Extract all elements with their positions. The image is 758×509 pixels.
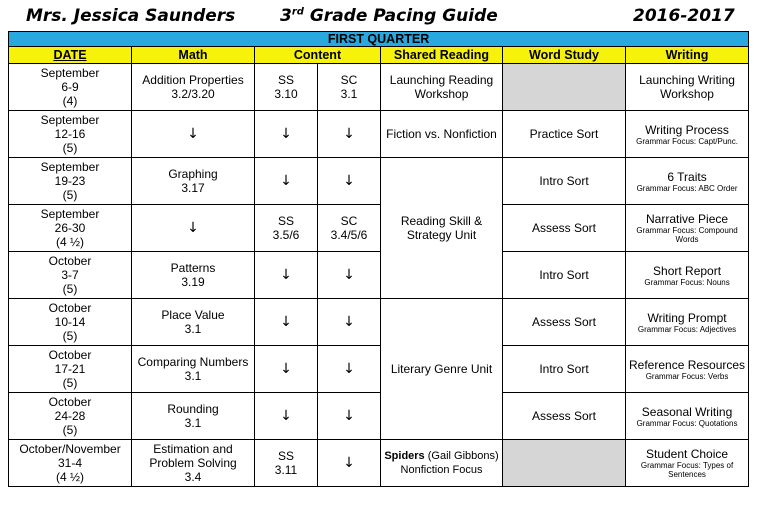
cell-text: 3.1 [184, 369, 202, 383]
cell-text: Intro Sort [539, 174, 589, 188]
writing-topic: Writing Process [645, 122, 729, 137]
cell-text: 3.10 [274, 87, 298, 101]
down-arrow-icon: ↓ [343, 173, 355, 189]
cell-text: October/November [19, 442, 121, 456]
word-study-cell [503, 346, 626, 393]
cell-text: October [48, 348, 92, 362]
sc-cell [318, 111, 381, 158]
cell-text: (5) [62, 423, 78, 437]
table-row [9, 111, 749, 158]
table-row [9, 346, 749, 393]
date-cell [9, 346, 132, 393]
sc-cell [318, 64, 381, 111]
grammar-focus: Grammar Focus: Adjectives [637, 324, 737, 334]
cell-text: (4 ½) [55, 470, 84, 484]
down-arrow-icon: ↓ [343, 361, 355, 377]
cell-text: Reading Skill & [400, 214, 483, 228]
cell-text: Workshop [414, 87, 469, 101]
table-row [9, 64, 749, 111]
header-writing: Writing [626, 47, 749, 64]
cell-text: October [48, 254, 92, 268]
down-arrow-icon: ↓ [280, 267, 292, 283]
header-content: Content [255, 47, 381, 64]
shared-reading-cell [381, 440, 503, 487]
grammar-focus: Grammar Focus: Nouns [644, 277, 730, 287]
grammar-focus: Grammar Focus: Verbs [645, 371, 729, 381]
quarter-heading: FIRST QUARTER [9, 32, 749, 47]
down-arrow-icon: ↓ [343, 267, 355, 283]
cell-text: Launching Reading [389, 73, 494, 87]
cell-text: 26-30 [54, 221, 86, 235]
cell-text: SC [340, 214, 358, 228]
table-row [9, 158, 749, 205]
math-cell [132, 393, 255, 440]
cell-text: Graphing [168, 167, 218, 181]
down-arrow-icon: ↓ [343, 314, 355, 330]
writing-cell [626, 393, 749, 440]
table-row [9, 299, 749, 346]
header-word-study: Word Study [503, 47, 626, 64]
cell-text: Assess Sort [531, 409, 597, 423]
math-cell [132, 158, 255, 205]
grammar-focus: Grammar Focus: Compound Words [636, 226, 738, 244]
date-cell [9, 111, 132, 158]
writing-topic: Reference Resources [629, 357, 746, 372]
table-row [9, 205, 749, 252]
word-study-cell [503, 252, 626, 299]
date-cell [9, 299, 132, 346]
ss-cell [255, 158, 318, 205]
cell-text: (5) [62, 282, 78, 296]
cell-text: 3.11 [274, 463, 298, 477]
book-author: (Gail Gibbons) [424, 450, 499, 462]
cell-text: October [48, 301, 92, 315]
cell-text: Literary Genre Unit [390, 362, 493, 376]
cell-text: 3.1 [184, 322, 202, 336]
cell-text: 6-9 [61, 80, 79, 94]
table-row [9, 440, 749, 487]
writing-cell [626, 299, 749, 346]
word-study-cell [503, 393, 626, 440]
writing-cell [626, 252, 749, 299]
header-math: Math [132, 47, 255, 64]
cell-text: Comparing Numbers [137, 355, 249, 369]
cell-text: Place Value [161, 308, 225, 322]
down-arrow-icon: ↓ [343, 408, 355, 424]
word-study-cell [503, 299, 626, 346]
cell-text: (5) [62, 188, 78, 202]
word-study-cell [503, 111, 626, 158]
cell-text: September [40, 160, 100, 174]
header-shared-reading: Shared Reading [381, 47, 503, 64]
cell-text: September [40, 113, 100, 127]
cell-text: 17-21 [54, 362, 86, 376]
date-cell [9, 440, 132, 487]
table-row [9, 393, 749, 440]
writing-cell [626, 64, 749, 111]
math-cell [132, 346, 255, 393]
down-arrow-icon: ↓ [280, 126, 292, 142]
cell-text: (4) [62, 94, 78, 108]
cell-text: 31-4 [57, 456, 83, 470]
cell-text: SS [277, 449, 294, 463]
ss-cell [255, 393, 318, 440]
cell-text: Strategy Unit [406, 228, 477, 242]
ss-cell [255, 252, 318, 299]
date-cell [9, 158, 132, 205]
cell-text: (5) [62, 141, 78, 155]
writing-topic: Narrative Piece [646, 212, 729, 226]
sc-cell [318, 158, 381, 205]
math-cell [132, 440, 255, 487]
shared-reading-cell [381, 111, 503, 158]
cell-text: 10-14 [54, 315, 86, 329]
writing-topic: Student Choice [646, 447, 729, 461]
page-title: 3rd Grade Pacing Guide [280, 6, 498, 26]
grammar-focus: Grammar Focus: Quotations [636, 418, 738, 428]
shared-reading-cell [381, 299, 503, 440]
cell-text: Intro Sort [539, 362, 589, 376]
cell-text: Patterns [170, 261, 216, 275]
writing-cell [626, 158, 749, 205]
cell-text: Estimation and [153, 442, 233, 456]
cell-text: Practice Sort [529, 127, 599, 141]
math-cell [132, 64, 255, 111]
down-arrow-icon: ↓ [280, 173, 292, 189]
writing-topic: Seasonal Writing [641, 404, 733, 419]
date-cell [9, 393, 132, 440]
cell-text: 3.1 [184, 416, 202, 430]
writing-cell [626, 111, 749, 158]
down-arrow-icon: ↓ [280, 361, 292, 377]
cell-text: September [40, 66, 100, 80]
math-cell [132, 252, 255, 299]
writing-topic: Short Report [653, 263, 722, 278]
down-arrow-icon: ↓ [343, 126, 355, 142]
sc-cell [318, 440, 381, 487]
cell-text: October [48, 395, 92, 409]
ss-cell [255, 299, 318, 346]
ss-cell [255, 346, 318, 393]
word-study-cell [503, 440, 626, 487]
sc-cell [318, 205, 381, 252]
cell-text: Intro Sort [539, 268, 589, 282]
cell-text: Assess Sort [531, 221, 597, 235]
grammar-focus: Grammar Focus: ABC Order [636, 183, 738, 193]
writing-cell [626, 440, 749, 487]
cell-text: 19-23 [54, 174, 86, 188]
down-arrow-icon: ↓ [187, 220, 199, 236]
cell-text: SC [340, 73, 358, 87]
ss-cell [255, 205, 318, 252]
ss-cell [255, 111, 318, 158]
ss-cell [255, 64, 318, 111]
table-row [9, 252, 749, 299]
writing-topic: 6 Traits [667, 169, 707, 184]
date-cell [9, 252, 132, 299]
writing-cell [626, 346, 749, 393]
sc-cell [318, 252, 381, 299]
math-cell [132, 299, 255, 346]
writing-topic: Launching Writing Workshop [639, 73, 735, 101]
word-study-cell [503, 205, 626, 252]
sc-cell [318, 299, 381, 346]
cell-text: 3.2/3.20 [171, 87, 215, 101]
school-year: 2016-2017 [633, 6, 735, 26]
cell-text: 3.5/6 [272, 228, 300, 242]
word-study-cell [503, 158, 626, 205]
shared-reading-cell [381, 64, 503, 111]
sc-cell [318, 393, 381, 440]
cell-text: 3.19 [181, 275, 205, 289]
cell-text: Fiction vs. Nonfiction [386, 127, 497, 141]
ss-cell [255, 440, 318, 487]
cell-text: 3.4 [184, 470, 202, 484]
writing-topic: Writing Prompt [647, 310, 727, 325]
cell-text: SS [277, 214, 294, 228]
grammar-focus: Grammar Focus: Capt/Punc. [636, 136, 738, 146]
teacher-name: Mrs. Jessica Saunders [26, 6, 236, 26]
grammar-focus: Grammar Focus: Types of Sentences [640, 461, 734, 479]
math-cell [132, 205, 255, 252]
down-arrow-icon: ↓ [280, 408, 292, 424]
word-study-cell [503, 64, 626, 111]
writing-cell [626, 205, 749, 252]
cell-text: 3.4/5/6 [330, 228, 368, 242]
math-cell [132, 111, 255, 158]
cell-text: (4 ½) [55, 235, 84, 249]
book-title: Spiders [384, 450, 425, 462]
down-arrow-icon: ↓ [343, 455, 355, 471]
sc-cell [318, 346, 381, 393]
cell-text: 12-16 [54, 127, 86, 141]
cell-text: Assess Sort [531, 315, 597, 329]
cell-text: 3.17 [181, 181, 205, 195]
cell-text: (5) [62, 376, 78, 390]
down-arrow-icon: ↓ [280, 314, 292, 330]
cell-text: 24-28 [54, 409, 86, 423]
cell-text: SS [277, 73, 294, 87]
header-date: DATE [9, 47, 132, 64]
date-cell [9, 205, 132, 252]
down-arrow-icon: ↓ [187, 126, 199, 142]
cell-text: Problem Solving [149, 456, 237, 470]
cell-text: 3.1 [340, 87, 358, 101]
pacing-guide-table [8, 31, 749, 487]
cell-text: 3-7 [61, 268, 79, 282]
cell-text: (5) [62, 329, 78, 343]
cell-text: September [40, 207, 100, 221]
cell-text: Rounding [167, 402, 219, 416]
shared-reading-cell [381, 158, 503, 299]
date-cell [9, 64, 132, 111]
cell-text: Nonfiction Focus [400, 464, 483, 476]
cell-text: Addition Properties [142, 73, 244, 87]
